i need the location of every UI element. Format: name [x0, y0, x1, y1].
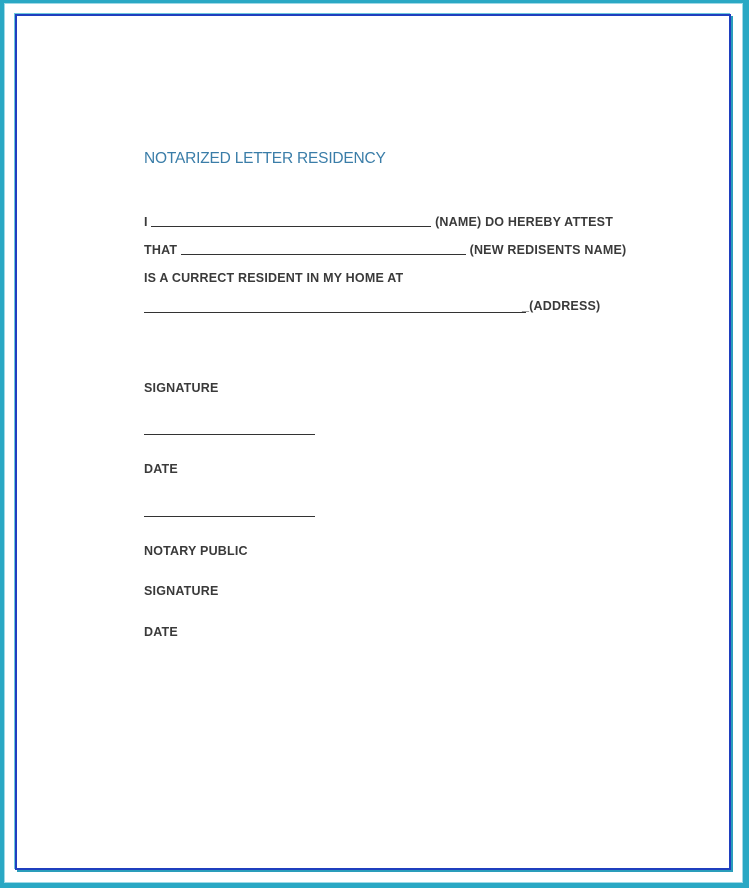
- resident-prefix: THAT: [144, 243, 178, 257]
- attest-suffix: (NAME) DO HEREBY ATTEST: [435, 215, 614, 229]
- residency-statement: IS A CURRECT RESIDENT IN MY HOME AT: [144, 271, 404, 285]
- name-blank[interactable]: [151, 214, 431, 227]
- address-label: _(ADDRESS): [522, 299, 601, 313]
- notary-signature-label: SIGNATURE: [144, 584, 219, 598]
- notary-date-label: DATE: [144, 625, 178, 639]
- signature-blank[interactable]: [144, 434, 315, 435]
- date-blank[interactable]: [144, 516, 315, 517]
- address-blank[interactable]: [144, 312, 526, 313]
- signature-label: SIGNATURE: [144, 381, 219, 395]
- attest-prefix: I: [144, 215, 148, 229]
- document-page: [15, 14, 731, 870]
- notary-public-label: NOTARY PUBLIC: [144, 544, 248, 558]
- document-title: NOTARIZED LETTER RESIDENCY: [144, 150, 386, 167]
- resident-suffix: (NEW REDISENTS NAME): [469, 243, 627, 257]
- date-label: DATE: [144, 462, 178, 476]
- resident-name-blank[interactable]: [181, 242, 466, 255]
- resident-name-line: [144, 242, 626, 257]
- attest-line: [144, 214, 613, 229]
